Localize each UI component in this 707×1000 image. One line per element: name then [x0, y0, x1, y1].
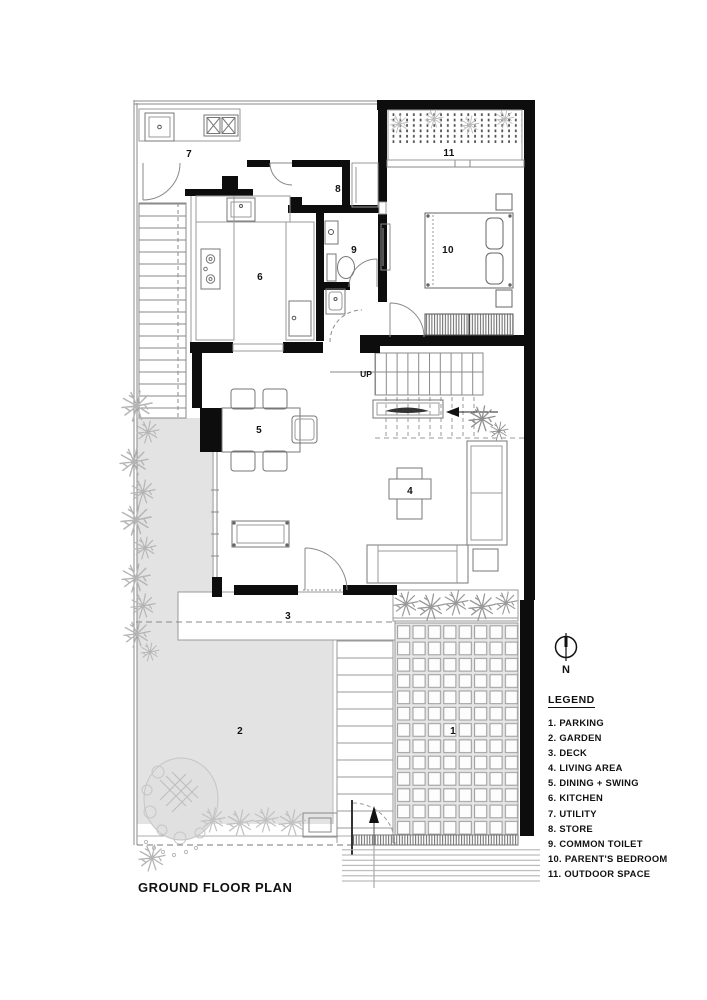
toilet-fixtures [325, 221, 355, 314]
room-label-living: 4 [407, 486, 413, 497]
dining-chair [263, 389, 287, 409]
legend-item-kitchen: 6. KITCHEN [548, 792, 604, 804]
bedroom-furniture [381, 194, 513, 335]
room-label-toilet: 9 [351, 245, 357, 256]
living-seat [397, 468, 422, 479]
room-label-outdoor: 11 [443, 148, 455, 159]
stair-shoe-shelf [385, 408, 429, 414]
bed [425, 213, 513, 288]
pillow [486, 253, 503, 284]
dining-chair [231, 389, 255, 409]
swing [232, 521, 289, 547]
living-seat [397, 499, 422, 519]
toilet-basin [325, 221, 338, 244]
store-closet [352, 163, 378, 207]
kitchen-fixtures [196, 196, 314, 340]
page-title: GROUND FLOOR PLAN [138, 880, 293, 895]
legend-item-common-toilet: 9. COMMON TOILET [548, 837, 643, 849]
room-label-utility: 7 [186, 149, 192, 160]
legend-item-parents-bedroom: 10. PARENT'S BEDROOM [548, 852, 668, 864]
parking-area [393, 590, 518, 835]
room-label-store: 8 [335, 184, 341, 195]
garden-bed [144, 758, 218, 840]
corridor-door-swing [330, 310, 362, 342]
road [342, 848, 540, 884]
legend [548, 690, 668, 881]
legend-item-dining-swing: 5. DINING + SWING [548, 777, 639, 789]
bedroom-door [390, 303, 424, 337]
driveway [337, 640, 393, 843]
legend-heading: LEGEND [548, 694, 595, 706]
room-label-bedroom: 10 [442, 245, 454, 256]
kitchen-sink [227, 198, 255, 221]
dining-chair [263, 451, 287, 471]
plants-stairs [469, 406, 508, 440]
room-label-parking: 1 [450, 726, 456, 737]
sofa-south [367, 545, 468, 583]
wc [327, 254, 355, 281]
legend-item-utility: 7. UTILITY [548, 807, 597, 819]
legend-item-garden: 2. GARDEN [548, 732, 602, 744]
corridor-basin [326, 289, 345, 314]
legend-item-deck: 3. DECK [548, 747, 588, 759]
sofa-east [467, 441, 507, 545]
room-label-deck: 3 [285, 611, 291, 622]
up-label: UP [360, 369, 372, 379]
wardrobe [425, 314, 513, 335]
up-stairs [330, 353, 534, 438]
pillow [486, 218, 503, 249]
side-table [496, 290, 512, 307]
utility-fixtures [139, 109, 240, 141]
dining-furniture [222, 389, 317, 547]
kitchen-counter-east [286, 222, 314, 340]
north-arrow [551, 627, 581, 677]
north-label: N [562, 664, 570, 676]
dining-chair [231, 451, 255, 471]
utility-sink [145, 113, 174, 141]
living-furniture [367, 441, 507, 583]
legend-item-parking: 1. PARKING [548, 717, 604, 728]
stair-direction-arrow [446, 407, 459, 417]
utility-door [143, 163, 180, 200]
room-label-kitchen: 6 [257, 272, 263, 283]
room-label-garden: 2 [237, 726, 243, 737]
legend-item-store: 8. STORE [548, 822, 593, 834]
side-table [473, 549, 498, 571]
side-table [496, 194, 512, 210]
store-door [270, 163, 292, 185]
deck-door [305, 548, 347, 590]
exterior-stairs [139, 203, 186, 418]
legend-item-outdoor-space: 11. OUTDOOR SPACE [548, 867, 651, 879]
hob [201, 249, 220, 289]
stove [204, 115, 238, 136]
room-label-dining: 5 [256, 425, 262, 436]
legend-item-living-area: 4. LIVING AREA [548, 762, 623, 774]
